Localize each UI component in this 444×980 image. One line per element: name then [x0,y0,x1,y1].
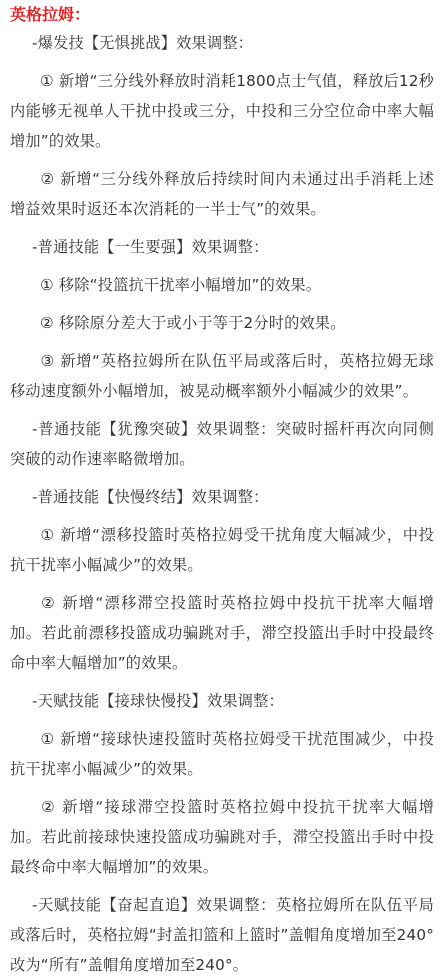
paragraph-text: ① 新增“接球快速投篮时英格拉姆受干扰范围减少，中投抗干扰率小幅减少”的效果。 [10,730,434,778]
section-skill-yishengyaoqiang [10,232,434,262]
paragraph-text: -普通技能【快慢终结】效果调整： [32,488,269,506]
list-item [10,164,434,224]
list-item [10,724,434,784]
paragraph-text: ① 新增“漂移投篮时英格拉姆受干扰角度大幅减少，中投抗干扰率小幅减少”的效果。 [10,526,434,574]
list-item [10,588,434,678]
paragraph-text: ② 新增“接球滞空投篮时英格拉姆中投抗干扰率大幅增加。若此前接球快速投篮成功骗跳对手，滞空投篮出手时中投最终命中率大幅增加”的效果。 [10,798,434,876]
paragraph-text: -爆发技【无惧挑战】效果调整： [32,34,254,52]
paragraph-text: ② 移除原分差大于或小于等于2分时的效果。 [40,314,346,332]
list-item [10,308,434,338]
list-item [10,792,434,882]
section-talent-fenqizhizhui [10,890,434,980]
paragraph-text: -天赋技能【接球快慢投】效果调整： [32,692,284,710]
paragraph-text: ② 新增“三分线外释放后持续时间内未通过出手消耗上述增益效果时返还本次消耗的一半士气”的效果。 [10,170,434,218]
list-item [10,346,434,406]
list-item [10,66,434,156]
section-skill-kuaimanzhongjie [10,482,434,512]
section-skill-youyutupo [10,414,434,474]
paragraph-text: ③ 新增“英格拉姆所在队伍平局或落后时，英格拉姆无球移动速度额外小幅增加，被晃动概率额外小幅减少的效果”。 [10,352,434,400]
paragraph-text: -普通技能【犹豫突破】效果调整：突破时摇杆再次向同侧突破的动作速率略微增加。 [10,420,434,468]
hero-name-heading: 英格拉姆： [10,5,91,24]
paragraph-text: -普通技能【一生要强】效果调整： [32,238,269,256]
paragraph-text: ② 新增“漂移滞空投篮时英格拉姆中投抗干扰率大幅增加。若此前漂移投篮成功骗跳对手，滞空投篮出手时中投最终命中率大幅增加”的效果。 [10,594,434,672]
section-talent-jieqiu [10,686,434,716]
list-item [10,520,434,580]
paragraph-text: ① 新增“三分线外释放时消耗1800点士气值，释放后12秒内能够无视单人干扰中投或三分，中投和三分空位命中率大幅增加”的效果。 [10,72,434,150]
list-item [10,270,434,300]
section-burst-skill [10,28,434,58]
paragraph-text: -天赋技能【奋起直追】效果调整：英格拉姆所在队伍平局或落后时，英格拉姆“封盖扣篮和上篮时”盖帽角度增加至240°改为“所有”盖帽角度增加至240°。 [10,896,434,974]
paragraph-text: ① 移除“投篮抗干扰率小幅增加”的效果。 [40,276,322,294]
